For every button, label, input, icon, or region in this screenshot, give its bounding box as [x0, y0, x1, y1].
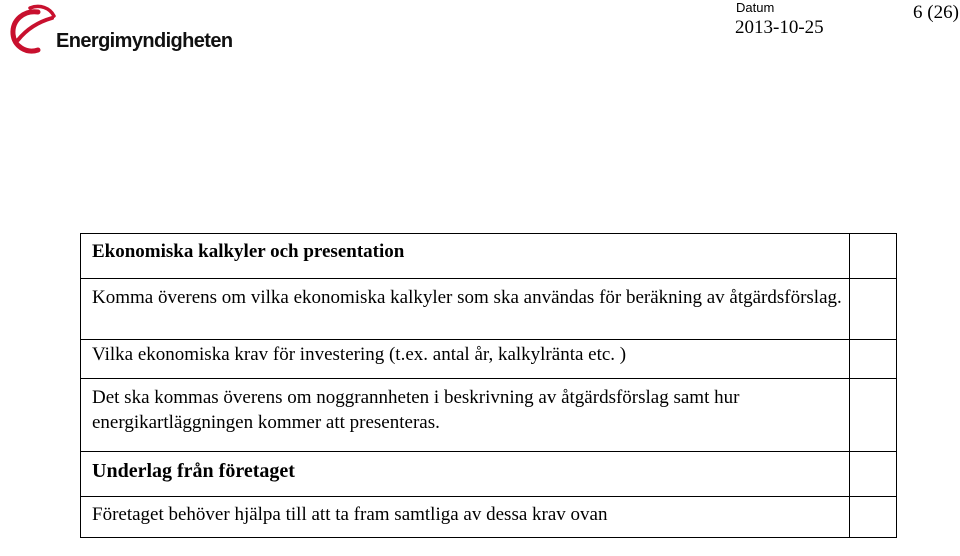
- table-row: [81, 452, 897, 497]
- row-text: Det ska kommas överens om noggrannheten i beskrivning av åtgärdsförslag samt hur energikartläggningen kommer att presenteras.: [81, 379, 850, 452]
- table-row: [81, 379, 897, 452]
- check-cell: [850, 497, 897, 538]
- check-cell: [850, 340, 897, 379]
- section-heading: Ekonomiska kalkyler och presentation: [81, 234, 850, 279]
- date-label: Datum: [736, 0, 775, 15]
- section-heading: Underlag från företaget: [81, 452, 850, 497]
- table-row: [81, 279, 897, 340]
- table-row: [81, 497, 897, 538]
- check-cell: [850, 379, 897, 452]
- table-row: [81, 234, 897, 279]
- row-text: Företaget behöver hjälpa till att ta fram samtliga av dessa krav ovan: [81, 497, 850, 538]
- check-cell: [850, 234, 897, 279]
- page-number: 6 (26): [913, 2, 959, 23]
- check-cell: [850, 279, 897, 340]
- row-text: Vilka ekonomiska krav för investering (t.ex. antal år, kalkylränta etc. ): [81, 340, 850, 379]
- logo-text: Energimyndigheten: [56, 30, 233, 52]
- table-row: [81, 340, 897, 379]
- checklist-table: [80, 233, 897, 538]
- date-value: 2013-10-25: [735, 17, 824, 38]
- check-cell: [850, 452, 897, 497]
- row-text: Komma överens om vilka ekonomiska kalkyler som ska användas för beräkning av åtgärdsförslag.: [81, 279, 850, 340]
- energimyndigheten-logo: [8, 4, 248, 56]
